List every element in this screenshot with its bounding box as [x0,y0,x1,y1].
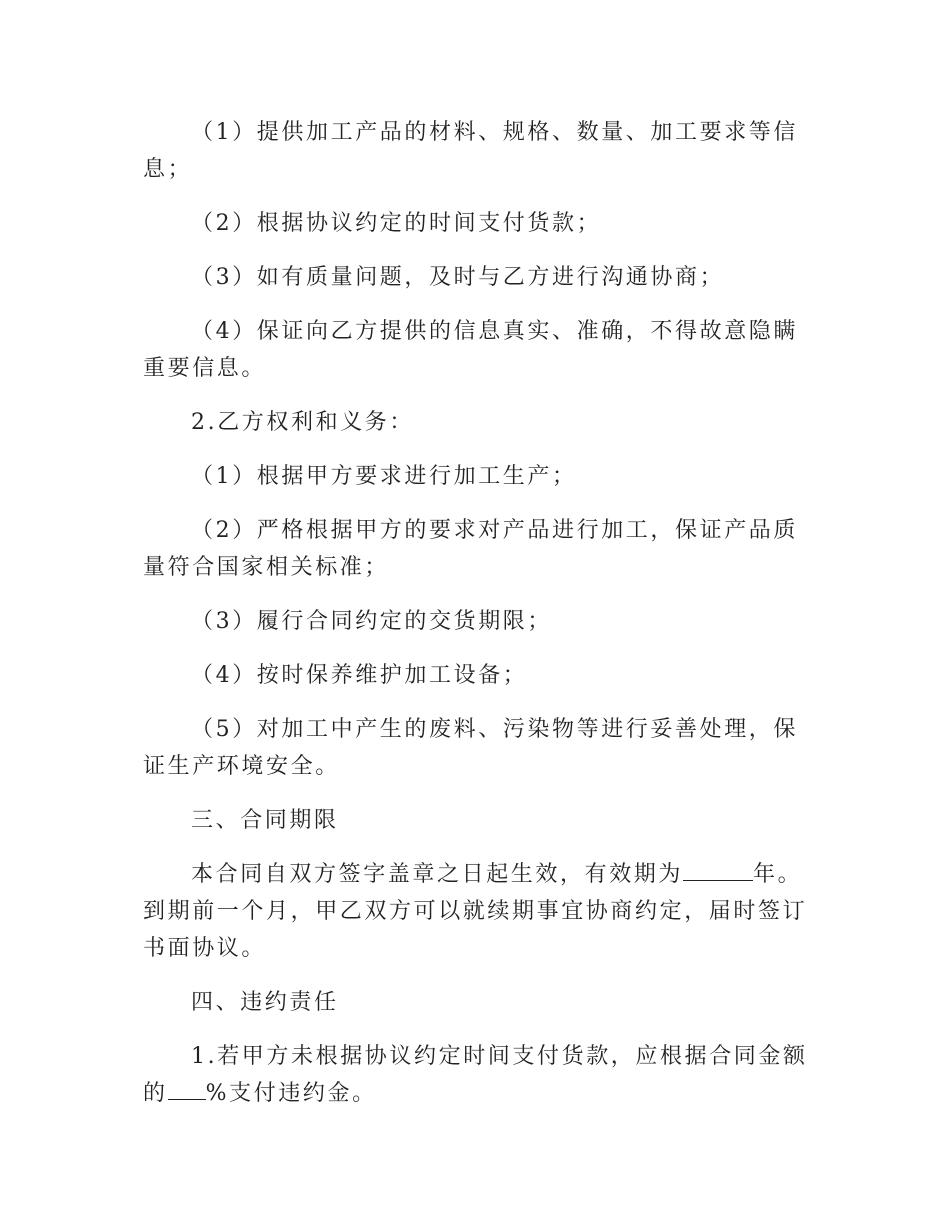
party-b-duty-3: （3）履行合同约定的交货期限； [191,609,552,634]
party-b-rights-heading: 2.乙方权利和义务： [191,410,414,435]
contract-term-text-end: 年。到期前一个月，甲乙双方可以就续期事宜协商约定，届时签订书面协议。 [143,862,808,961]
party-b-duty-2: （2）严格根据甲方的要求对产品进行加工，保证产品质量符合国家相关标准； [143,518,798,580]
document-body [143,114,811,1129]
breach-text-start: 1.若甲方未根据协议约定时间支付货款，应根据合同金额的 [143,1044,808,1106]
penalty-percent-blank [168,1075,206,1100]
contract-term-text-start: 本合同自双方签字盖章之日起生效，有效期为 [191,862,684,887]
breach-liability-paragraph [143,1038,811,1112]
party-a-duty-3: （3）如有质量问题，及时与乙方进行沟通协商； [191,265,725,290]
party-b-duty-4: （4）按时保养维护加工设备； [191,663,528,688]
contract-term-heading: 三、合同期限 [191,808,339,833]
contract-term-paragraph [143,856,811,967]
breach-liability-heading: 四、违约责任 [191,990,339,1015]
party-b-duty-1: （1）根据甲方要求进行加工生产； [191,464,577,489]
breach-text-end: %支付违约金。 [205,1081,377,1106]
party-b-duty-5: （5）对加工中产生的废料、污染物等进行妥善处理，保证生产环境安全。 [143,717,798,779]
term-years-blank [683,856,753,881]
party-a-duty-4: （4）保证向乙方提供的信息真实、准确，不得故意隐瞒重要信息。 [143,319,798,381]
party-a-duty-2: （2）根据协议约定的时间支付货款； [191,211,602,236]
party-a-duty-1: （1）提供加工产品的材料、规格、数量、加工要求等信息； [143,120,798,182]
